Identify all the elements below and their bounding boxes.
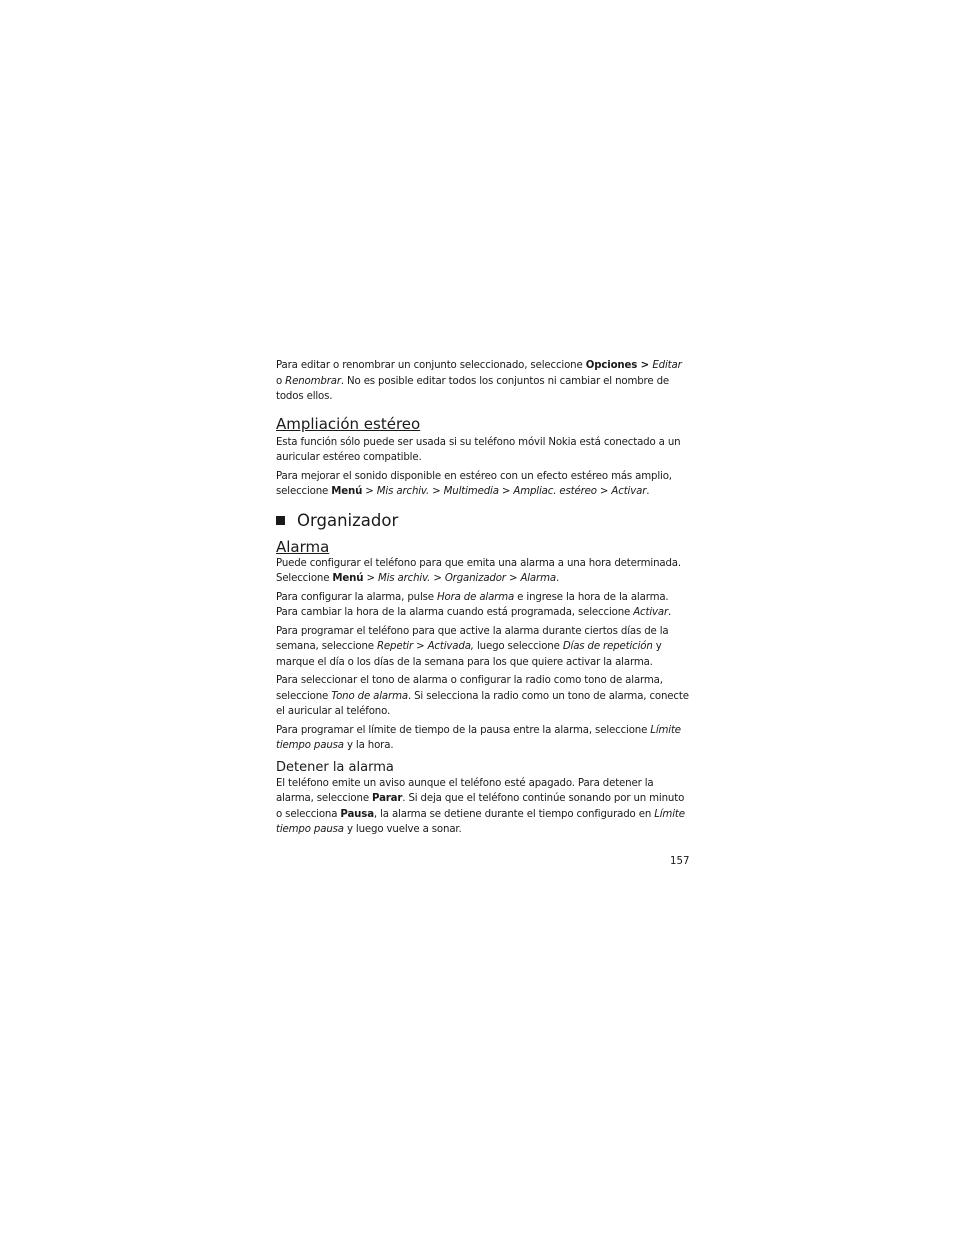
alarma-paragraph-2: Para configurar la alarma, pulse Hora de alarma e ingrese la hora de la alarma. Para cambiar la hora de la alarma cuando está programada, seleccione Activar. [276,591,672,618]
page-number: 157 [670,856,690,867]
alarma-paragraph-3: Para programar el teléfono para que active la alarma durante ciertos días de la semana, seleccione Repetir > Activada, luego seleccione Días de repetición y marque el día o los días de la semana para los que quiere activar la alarma. [276,625,669,668]
square-bullet-icon [276,516,285,525]
section-heading-alarma: Alarma [276,537,330,556]
subsection-heading-detener: Detener la alarma [276,759,394,775]
alarma-paragraph-1: Puede configurar el teléfono para que emita una alarma a una hora determinada. Seleccione Menú > Mis archiv. > Organizador > Alarma. [276,557,681,584]
alarma-paragraph-4: Para seleccionar el tono de alarma o configurar la radio como tono de alarma, seleccione Tono de alarma. Si selecciona la radio como un tono de alarma, conecte el auricular al teléfono. [276,675,689,717]
ampliacion-paragraph-2: Para mejorar el sonido disponible en estéreo con un efecto estéreo más amplio, seleccione Menú > Mis archiv. > Multimedia > Ampliac. estéreo > Activar. [276,470,672,497]
intro-paragraph: Para editar o renombrar un conjunto seleccionado, seleccione Opciones > Editar o Renombrar. No es posible editar todos los conjuntos ni cambiar el nombre de todos ellos. [276,360,682,402]
page-content [276,358,691,838]
detener-paragraph-1: El teléfono emite un aviso aunque el teléfono esté apagado. Para detener la alarma, seleccione Parar. Si deja que el teléfono continúe sonando por un minuto o selecciona Pausa, la alarma se detiene durante el tiempo configurado en Límite tiempo pausa y luego vuelve a sonar. [276,777,685,835]
ampliacion-paragraph-1: Esta función sólo puede ser usada si su teléfono móvil Nokia está conectado a un auricular estéreo compatible. [276,436,681,463]
section-heading-ampliacion: Ampliación estéreo [276,414,421,433]
chapter-heading-organizador: Organizador [276,511,691,531]
alarma-paragraph-5: Para programar el límite de tiempo de la pausa entre la alarma, seleccione Límite tiempo pausa y la hora. [276,724,681,751]
